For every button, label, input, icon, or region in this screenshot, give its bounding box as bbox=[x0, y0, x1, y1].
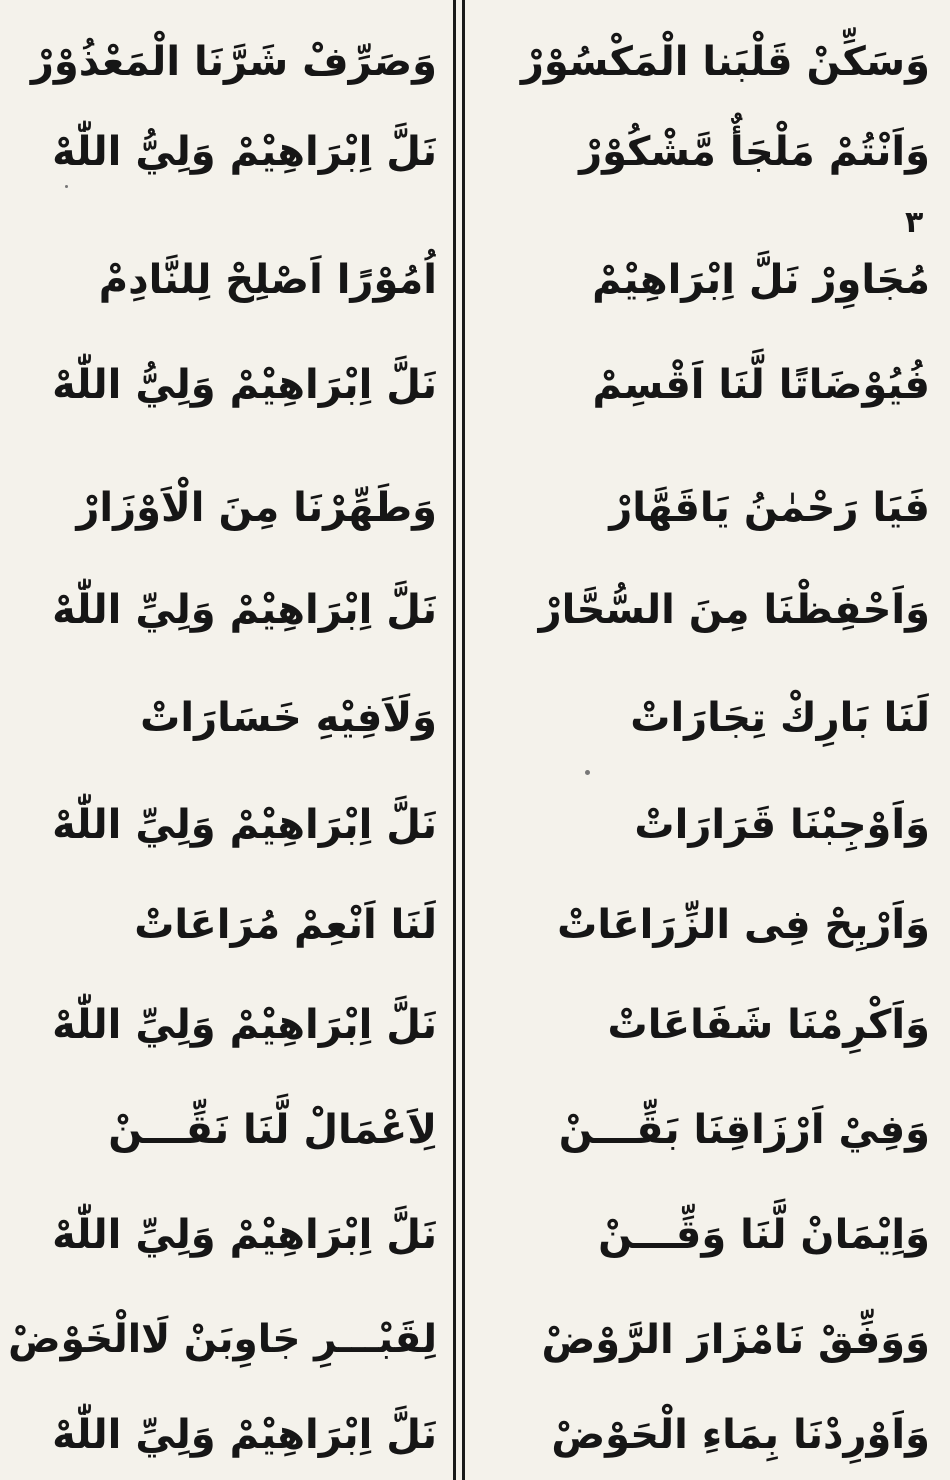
print-speck bbox=[65, 185, 68, 188]
refrain-line: نَلَّ اِبْرَاهِيْمْ وَلِيِّ اللّٰهْ bbox=[52, 1212, 437, 1258]
verse-line: لَنَا اَنْعِمْ مُرَاعَاتْ bbox=[134, 902, 437, 948]
refrain-line: نَلَّ اِبْرَاهِيْمْ وَلِيِّ اللّٰهْ bbox=[52, 587, 437, 633]
verse-line: وَلَاَفِيْهِ خَسَارَاتْ bbox=[140, 695, 437, 741]
verse-line: وَفِيْ اَرْزَاقِنَا بَقِّـــنْ bbox=[558, 1107, 930, 1153]
refrain-line: نَلَّ اِبْرَاهِيْمْ وَلِيُّ اللّٰهْ bbox=[52, 129, 437, 175]
verse-line: وَوَفِّقْ نَامْزَارَ الرَّوْضْ bbox=[541, 1317, 930, 1363]
refrain-line: نَلَّ اِبْرَاهِيْمْ وَلِيِّ اللّٰهْ bbox=[52, 1002, 437, 1048]
verse-line: وَاِيْمَانْ لَّنَا وَقِّـــنْ bbox=[598, 1212, 930, 1258]
verse-line: اُمُوْرًا اَصْلِحْ لِلنَّادِمْ bbox=[98, 257, 437, 303]
verse-line: لِاَعْمَالْ لَّنَا نَقِّـــنْ bbox=[108, 1107, 437, 1153]
left-column bbox=[0, 0, 445, 1480]
verse-line: وَسَكِّنْ قَلْبَنا الْمَكْسُوْرْ bbox=[520, 39, 930, 85]
refrain-line: نَلَّ اِبْرَاهِيْمْ وَلِيِّ اللّٰهْ bbox=[52, 802, 437, 848]
verse-line: وَطَهِّرْنَا مِنَ الْاَوْزَارْ bbox=[76, 485, 437, 531]
print-speck bbox=[585, 770, 590, 775]
right-column bbox=[470, 0, 940, 1480]
verse-line: فُيُوْضَاتًا لَّنَا اَقْسِمْ bbox=[592, 362, 930, 408]
verse-line: لَنَا بَارِكْ تِجَارَاتْ bbox=[630, 695, 930, 741]
verse-line: مُجَاوِرْ نَلَّ اِبْرَاهِيْمْ bbox=[592, 257, 930, 303]
verse-line: وَاَوْرِدْنَا بِمَاءِ الْحَوْضْ bbox=[551, 1412, 930, 1458]
verse-line: وَاَرْبِحْ فِى الزِّرَاعَاتْ bbox=[557, 902, 930, 948]
verse-line: وَاَكْرِمْنَا شَفَاعَاتْ bbox=[607, 1002, 930, 1048]
refrain-line: نَلَّ اِبْرَاهِيْمْ وَلِيِّ اللّٰهْ bbox=[52, 1412, 437, 1458]
verse-line: وَصَرِّفْ شَرَّنَا الْمَعْذُوْرْ bbox=[30, 39, 437, 85]
verse-line: فَيَا رَحْمٰنُ يَاقَهَّارْ bbox=[609, 485, 930, 531]
refrain-line: نَلَّ اِبْرَاهِيْمْ وَلِيُّ اللّٰهْ bbox=[52, 362, 437, 408]
column-divider bbox=[453, 0, 465, 1480]
verse-line: لِقَبْـــرِ جَاوِبَنْ لَاالْخَوْضْ bbox=[8, 1317, 437, 1362]
verse-line: وَاَوْجِبْنَا قَرَارَاتْ bbox=[634, 802, 930, 848]
verse-line: وَاَنْتُمْ مَلْجَأٌ مَّشْكُوْرْ bbox=[579, 129, 930, 175]
stanza-number: ٣ bbox=[905, 205, 924, 240]
verse-line: وَاَحْفِظْنَا مِنَ السُّحَّارْ bbox=[538, 587, 930, 633]
